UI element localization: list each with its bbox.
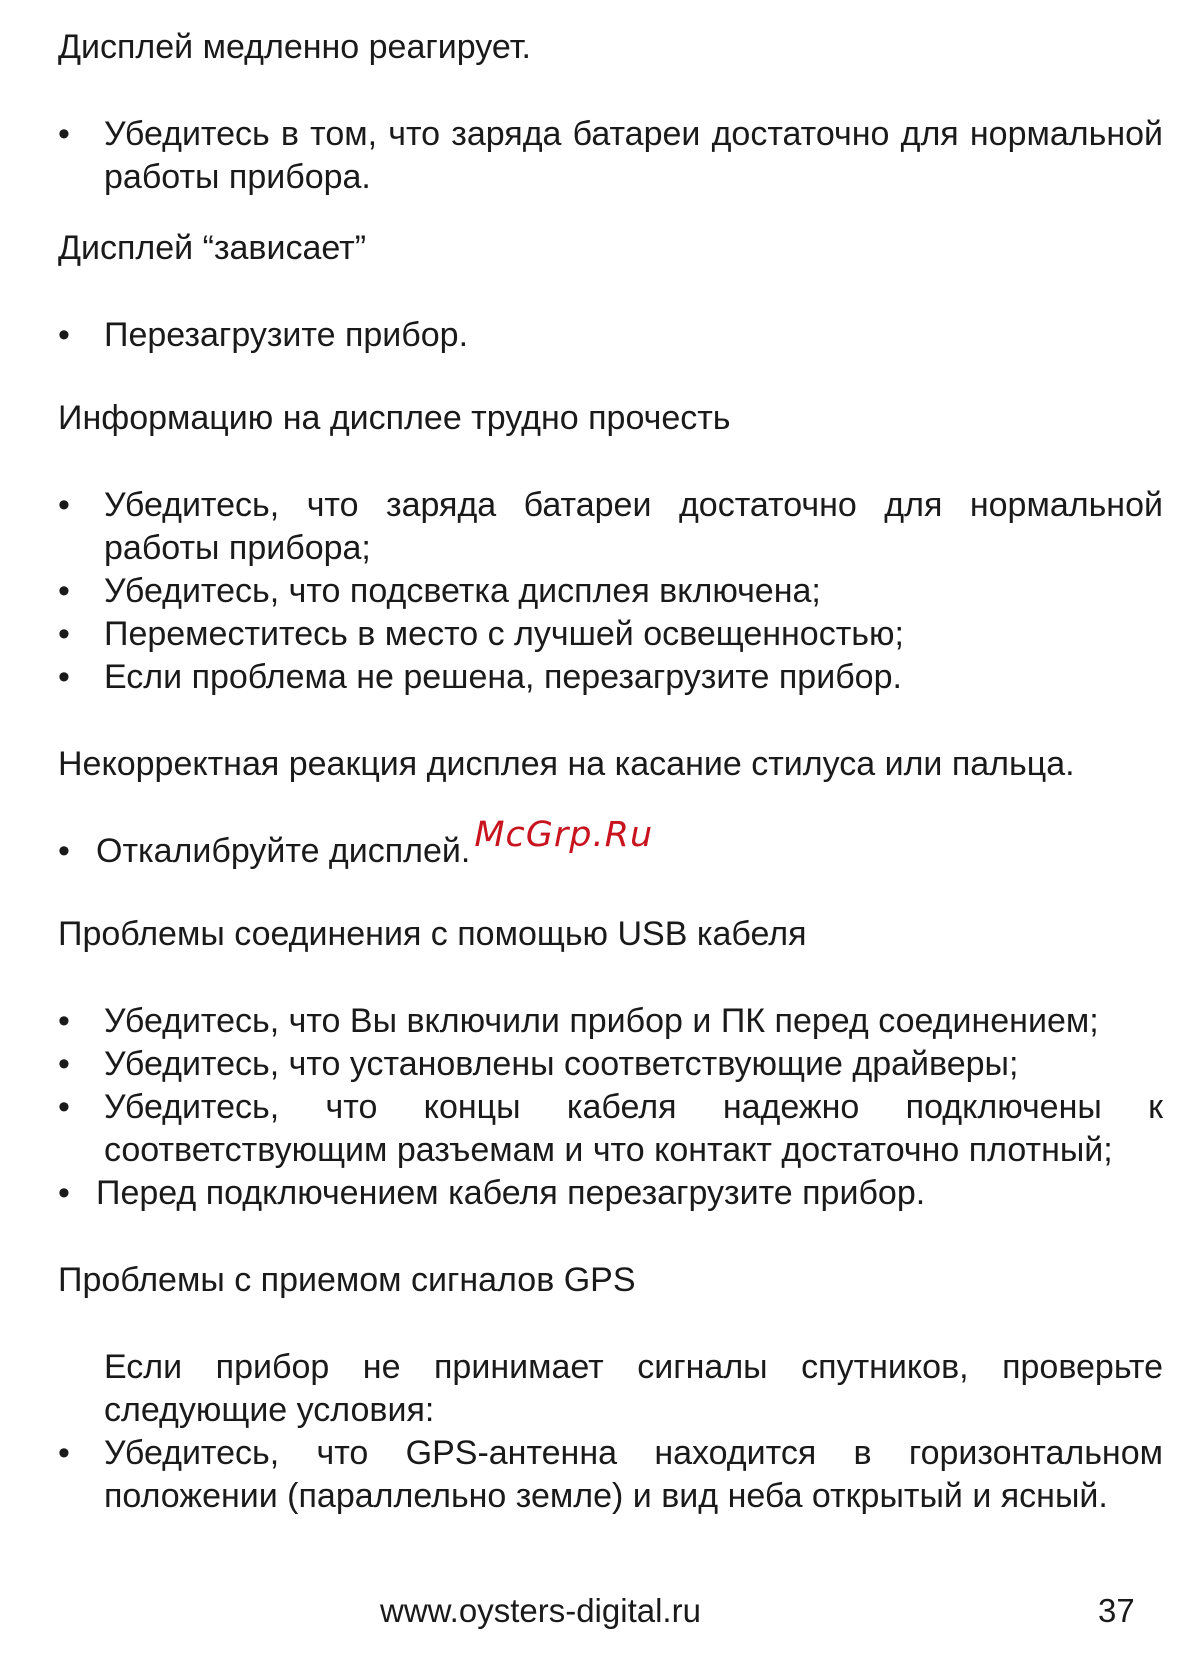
list-item-text: Убедитесь, что GPS-антенна находится в горизонтальном положении (параллельно земле) и вид неба открытый и ясный.: [104, 1434, 1163, 1515]
bullet-icon: •: [58, 1088, 70, 1126]
list-item: [58, 570, 1163, 613]
bullet-icon: •: [58, 1002, 70, 1040]
manual-page: [58, 26, 1163, 1518]
footer-url: www.oysters-digital.ru: [380, 1592, 701, 1629]
bullet-icon: •: [58, 316, 70, 354]
bullet-icon: •: [58, 572, 70, 610]
bullet-icon: •: [58, 832, 70, 870]
list-item: [58, 1043, 1163, 1086]
list-item-text: Если проблема не решена, перезагрузите прибор.: [104, 658, 902, 696]
bullet-icon: •: [58, 615, 70, 653]
bullet-list-slow-display: [58, 113, 1163, 199]
list-item: [58, 656, 1163, 699]
bullet-icon: •: [58, 115, 70, 153]
list-item: [58, 1432, 1163, 1518]
section-heading-touch-response: Некорректная реакция дисплея на касание стилуса или пальца.: [58, 745, 1075, 783]
section-heading-slow-display: Дисплей медленно реагирует.: [58, 28, 531, 66]
section-heading-readability: Информацию на дисплее трудно прочесть: [58, 399, 731, 437]
list-item: [58, 1000, 1163, 1043]
list-item-text: Убедитесь в том, что заряда батареи достаточно для нормальной работы прибора.: [104, 115, 1163, 196]
section-heading-display-freeze: Дисплей “зависает”: [58, 229, 367, 267]
list-item-text: Убедитесь, что установлены соответствующие драйверы;: [104, 1045, 1019, 1083]
list-item: [58, 613, 1163, 656]
bullet-list-display-freeze: [58, 314, 1163, 357]
list-item: [58, 1086, 1163, 1172]
bullet-list-touch-response: [58, 815, 1163, 873]
bullet-icon: •: [58, 486, 70, 524]
list-item-text: Перезагрузите прибор.: [104, 316, 469, 354]
list-item-text: Убедитесь, что концы кабеля надежно подключены к соответствующим разъемам и что контакт достаточно плотный;: [104, 1088, 1163, 1169]
section-heading-gps: Проблемы с приемом сигналов GPS: [58, 1261, 636, 1299]
list-item: [58, 815, 1163, 873]
list-item: [58, 1172, 1163, 1215]
list-item-text: Переместитесь в место с лучшей освещенностью;: [104, 615, 904, 653]
list-item-text: Перед подключением кабеля перезагрузите прибор.: [96, 1174, 926, 1212]
bullet-icon: •: [58, 1434, 70, 1472]
bullet-icon: •: [58, 1045, 70, 1083]
list-item-text: Убедитесь, что подсветка дисплея включена;: [104, 572, 821, 610]
bullet-icon: •: [58, 1174, 70, 1212]
section-heading-usb: Проблемы соединения с помощью USB кабеля: [58, 915, 807, 953]
bullet-list-gps: [58, 1432, 1163, 1518]
list-item-text: Убедитесь, что заряда батареи достаточно для нормальной работы прибора;: [104, 486, 1163, 567]
watermark-logo: McGrp.Ru: [474, 815, 654, 855]
list-item: [58, 113, 1163, 199]
bullet-icon: •: [58, 658, 70, 696]
list-item: [58, 314, 1163, 357]
list-item-text: Убедитесь, что Вы включили прибор и ПК перед соединением;: [104, 1002, 1099, 1040]
page-number: 37: [1098, 1592, 1135, 1629]
bullet-list-readability: [58, 484, 1163, 699]
list-item: [58, 484, 1163, 570]
bullet-list-usb: [58, 1000, 1163, 1215]
list-item-text: Откалибруйте дисплей.: [96, 832, 471, 870]
gps-intro-paragraph: Если прибор не принимает сигналы спутников, проверьте следующие условия:: [104, 1348, 1163, 1429]
